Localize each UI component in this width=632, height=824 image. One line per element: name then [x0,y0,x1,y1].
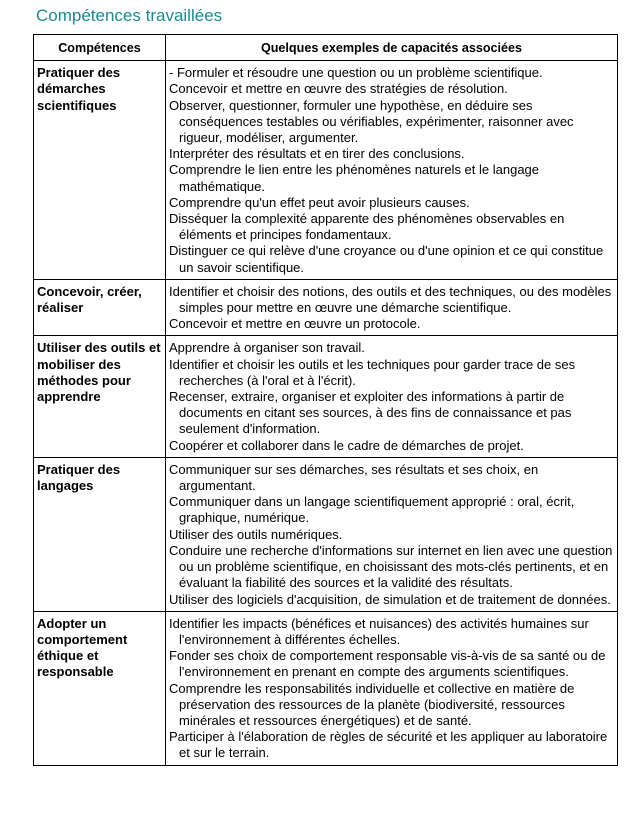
capacite-item: Communiquer sur ses démarches, ses résultats et ses choix, en argumentant. [169,461,539,494]
table-body [34,61,618,765]
capacite-item: Concevoir et mettre en œuvre un protocole. [169,316,421,332]
capacites-cell [166,279,618,336]
table-row [34,457,618,611]
table-row [34,61,618,280]
capacite-item: Fonder ses choix de comportement responsable vis-à-vis de sa santé ou de l'environnement en prenant en compte des arguments scientifiques. [169,648,606,680]
competence-cell: Pratiquer des démarches scientifiques [34,61,166,280]
capacite-item: Utiliser des outils numériques. [169,526,343,542]
capacite-item: Comprendre les responsabilités individuelle et collective en matière de préservation des ressources de la planète (biodiversité, ressources minérales et ressources énergétiques) et de santé. [169,680,575,728]
capacite-item: Distinguer ce qui relève d'une croyance ou d'une opinion et ce qui constitue un savoir scientifique. [169,243,604,275]
competences-table [33,34,618,766]
table-header-row [34,35,618,61]
capacite-item: Comprendre le lien entre les phénomènes naturels et le langage mathématique. [169,162,540,194]
capacite-item: Interpréter des résultats et en tirer des conclusions. [169,146,465,162]
header-competences: Compétences [34,35,166,61]
capacite-item: Communiquer dans un langage scientifiquement approprié : oral, écrit, graphique, numérique. [169,494,575,526]
table-row [34,611,618,765]
capacite-item: Conduire une recherche d'informations sur internet en lien avec une question ou un problème scientifique, en choisissant des mots-clés pertinents, et en évaluant la fiabilité des sources et la validité des résultats. [169,542,613,591]
competence-cell: Adopter un comportement éthique et responsable [34,611,166,765]
capacite-item: Identifier et choisir des notions, des outils et des techniques, ou des modèles simples pour mettre en œuvre une démarche scientifique. [169,283,612,316]
competence-cell: Concevoir, créer, réaliser [34,279,166,336]
capacite-item: Recenser, extraire, organiser et exploiter des informations à partir de documents en citant ses sources, à des fins de connaissance et pas seulement d'information. [169,389,572,437]
competence-cell: Pratiquer des langages [34,457,166,611]
capacite-item: Identifier et choisir les outils et les techniques pour garder trace de ses recherches (à l'oral et à l'écrit). [169,356,576,388]
capacites-cell [166,611,618,765]
competence-cell: Utiliser des outils et mobiliser des méthodes pour apprendre [34,336,166,457]
capacite-item: Utiliser des logiciels d'acquisition, de simulation et de traitement de données. [169,591,611,607]
capacites-cell [166,61,618,280]
capacite-item: Observer, questionner, formuler une hypothèse, en déduire ses conséquences testables ou vérifiables, expérimenter, raisonner avec rigueur, modéliser, argumenter. [169,97,574,146]
capacite-item: - Formuler et résoudre une question ou un problème scientifique. [169,65,543,81]
table-row [34,279,618,336]
capacite-item: Coopérer et collaborer dans le cadre de démarches de projet. [169,437,524,453]
section-title: Compétences travaillées [36,6,223,25]
header-capacites: Quelques exemples de capacités associées [166,35,618,61]
capacite-item: Comprendre qu'un effet peut avoir plusieurs causes. [169,194,470,210]
capacites-cell [166,457,618,611]
capacite-item: Participer à l'élaboration de règles de sécurité et les appliquer au laboratoire et sur le terrain. [169,729,608,761]
capacite-item: Identifier les impacts (bénéfices et nuisances) des activités humaines sur l'environnement à différentes échelles. [169,615,589,647]
capacite-item: Disséquer la complexité apparente des phénomènes observables en éléments et principes fondamentaux. [169,211,565,243]
table-row [34,336,618,457]
capacite-item: Concevoir et mettre en œuvre des stratégies de résolution. [169,81,508,97]
capacite-item: Apprendre à organiser son travail. [169,340,365,356]
capacites-cell [166,336,618,457]
